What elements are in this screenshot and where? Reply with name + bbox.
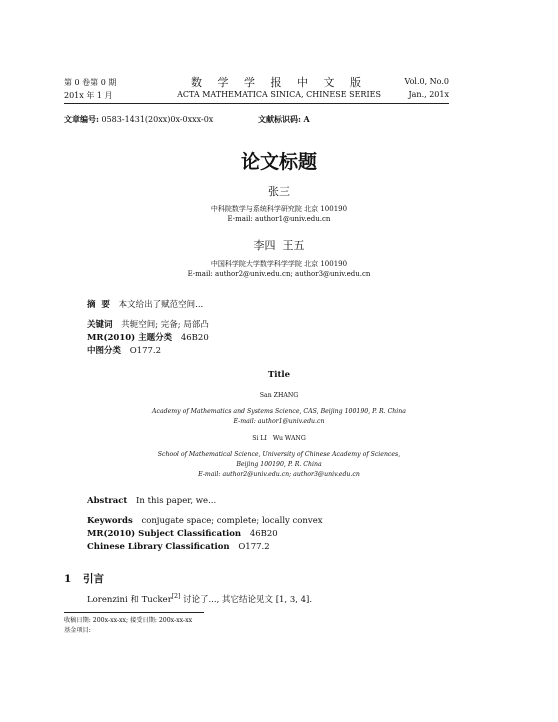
footnote-rule — [64, 612, 204, 613]
msc-en — [87, 529, 278, 539]
msc-en-value: 46B20 — [249, 529, 278, 539]
email-1-en: E-mail: author1@univ.edu.cn — [233, 418, 325, 425]
section-body-pre: Lorenzini 和 Tucker — [87, 595, 172, 605]
paper-title-cn: 论文标题 — [240, 151, 317, 173]
clc-en-value: O177.2 — [238, 542, 270, 552]
section-title: 引言 — [82, 573, 104, 585]
affiliation-1-en: Academy of Mathematics and Systems Science, CAS, Beijing 100190, P. R. China — [152, 408, 406, 415]
citation-2: [2] — [171, 593, 181, 601]
clc-en — [87, 542, 270, 552]
header-volume: 第 0 卷第 0 期 — [64, 78, 117, 87]
msc-cn-label: MR(2010) 主题分类 — [87, 333, 173, 343]
section-heading — [64, 571, 104, 586]
document-code-value: A — [303, 114, 310, 124]
abstract-cn — [87, 298, 203, 310]
abstract-cn-label: 摘 要 — [87, 300, 110, 310]
author-2-cn: 李四 王五 — [253, 239, 305, 252]
clc-en-label: Chinese Library Classification — [87, 542, 230, 552]
abstract-cn-text: 本文给出了赋范空间... — [118, 300, 204, 310]
affiliation-2-cn: 中国科学院大学数学科学学院 北京 100190 — [210, 260, 348, 268]
affiliation-1-cn: 中科院数学与系统科学研究院 北京 100190 — [210, 205, 348, 213]
header-date-en: Jan., 201x — [408, 90, 449, 99]
email-2-cn: E-mail: author2@univ.edu.cn; author3@univ.edu.cn — [187, 270, 371, 278]
footnote-fund: 基金项目: — [64, 627, 91, 634]
clc-cn-value: O177.2 — [129, 346, 162, 356]
document-code-label: 文献标识码: — [258, 114, 301, 124]
author-2-en: Si LI Wu WANG — [252, 435, 306, 442]
email-2-en: E-mail: author2@univ.edu.cn; author3@univ.edu.cn — [198, 471, 360, 478]
clc-cn-label: 中图分类 — [87, 346, 122, 356]
affiliation-2b-en: Beijing 100190, P. R. China — [236, 461, 322, 468]
keywords-en-text: conjugate space; complete; locally convex — [141, 516, 323, 526]
article-number-value: 0583-1431(20xx)0x-0xxx-0x — [101, 115, 214, 124]
clc-cn — [87, 344, 161, 356]
abstract-en — [87, 496, 216, 506]
footnote-dates: 收稿日期: 200x-xx-xx; 接受日期: 200x-xx-xx — [64, 617, 193, 624]
abstract-en-label: Abstract — [87, 496, 128, 506]
section-body-post: 讨论了..., 其它结论见文 [1, 3, 4]. — [180, 595, 313, 605]
email-1-cn: E-mail: author1@univ.edu.cn — [227, 215, 331, 223]
paper-title-en: Title — [267, 370, 291, 380]
journal-title-en: ACTA MATHEMATICA SINICA, CHINESE SERIES — [177, 90, 381, 99]
keywords-en — [87, 516, 323, 526]
article-number — [64, 114, 213, 125]
msc-en-label: MR(2010) Subject Classification — [87, 529, 242, 539]
msc-cn-value: 46B20 — [180, 333, 209, 343]
keywords-cn — [87, 318, 209, 330]
header-vol-no: Vol.0, No.0 — [404, 77, 449, 86]
keywords-cn-text: 共轭空间; 完备; 局部凸 — [121, 320, 209, 330]
abstract-en-text: In this paper, we... — [136, 496, 217, 506]
author-1-cn: 张三 — [268, 185, 290, 198]
article-number-label: 文章编号: — [64, 114, 99, 124]
section-number: 1 — [64, 573, 72, 585]
msc-cn — [87, 331, 209, 343]
header-rule — [64, 103, 449, 104]
affiliation-2a-en: School of Mathematical Science, University of Chinese Academy of Sciences, — [157, 451, 401, 458]
section-body — [87, 593, 312, 605]
keywords-cn-label: 关键词 — [87, 320, 113, 330]
author-1-en: San ZHANG — [259, 392, 299, 399]
header-date-cn: 201x 年 1 月 — [64, 91, 113, 100]
keywords-en-label: Keywords — [87, 516, 133, 526]
document-code — [258, 114, 310, 125]
journal-title-cn: 数 学 学 报 中 文 版 — [191, 76, 367, 89]
